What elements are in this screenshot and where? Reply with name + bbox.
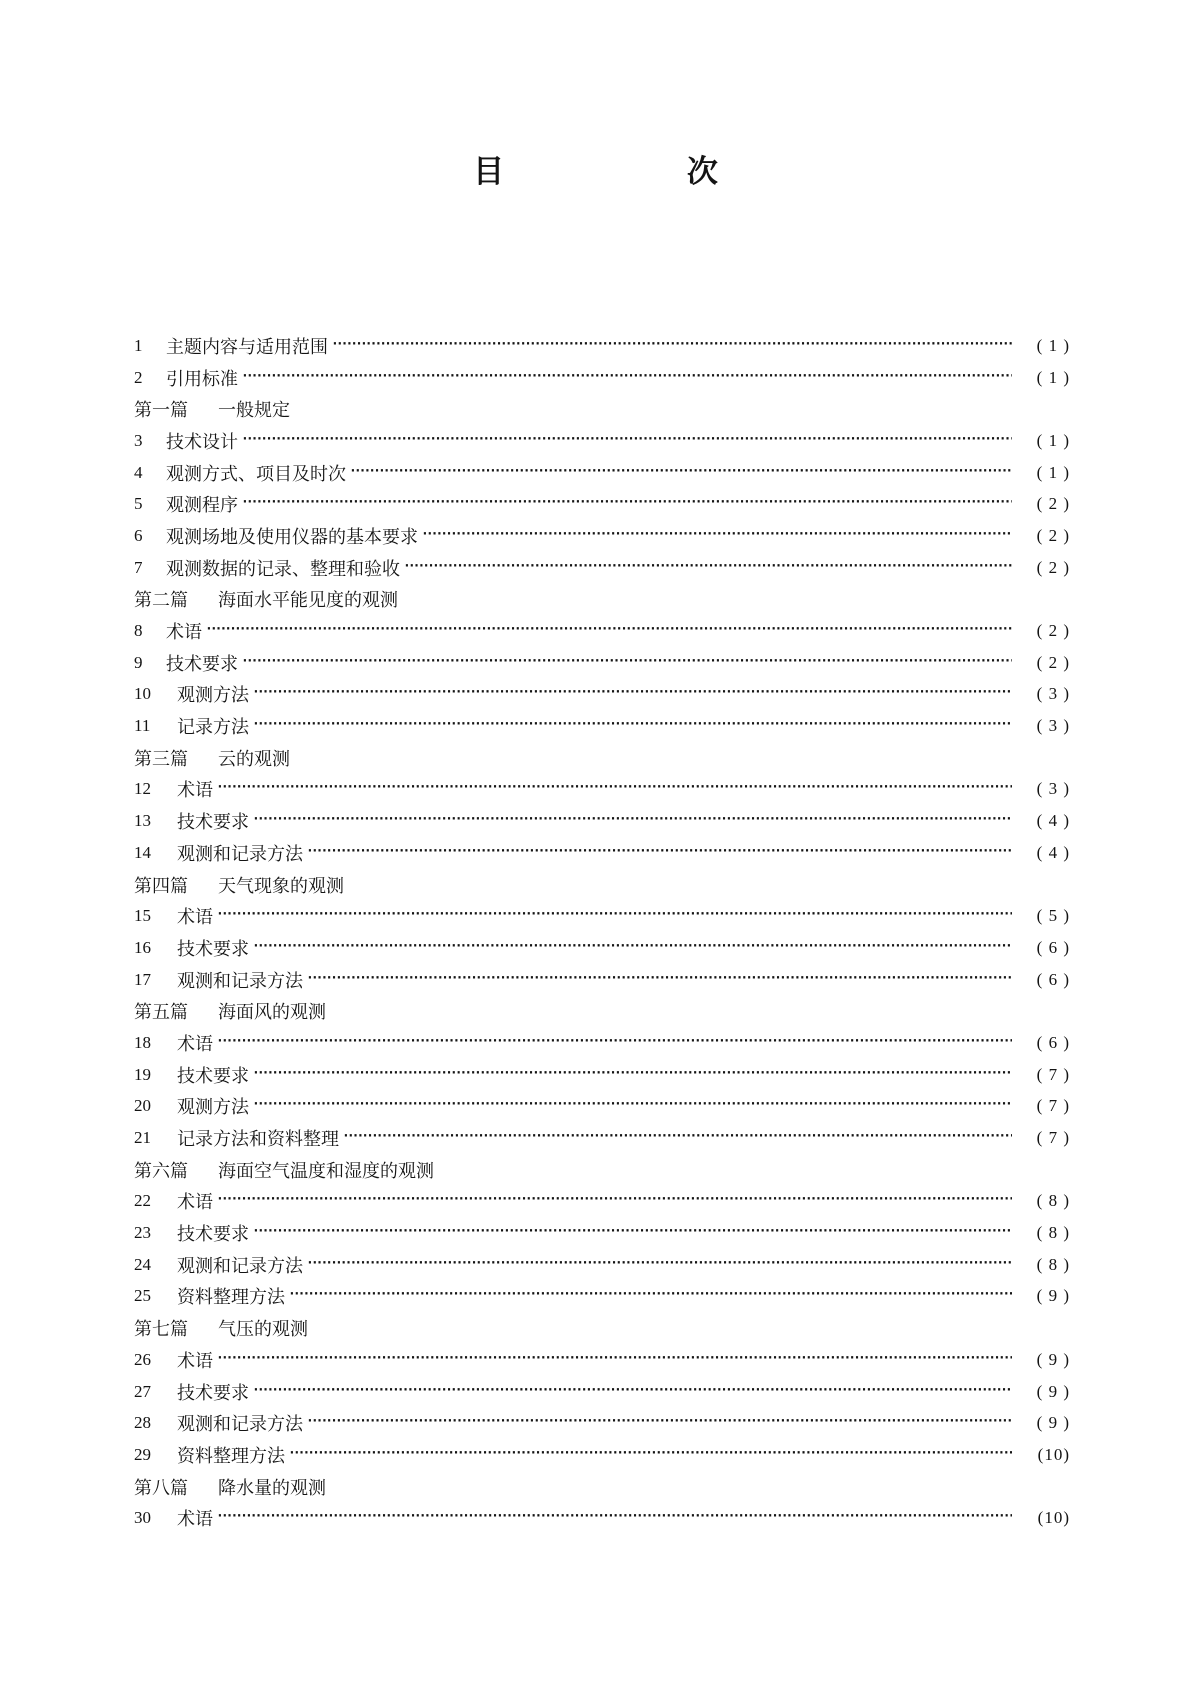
section-number: 23	[134, 1223, 151, 1243]
section-number: 2	[134, 367, 143, 387]
dot-leader	[216, 1032, 1012, 1052]
toc-entry	[134, 964, 1070, 996]
section-title: 观测数据的记录、整理和验收	[166, 558, 400, 580]
toc-part-heading	[134, 1154, 1070, 1186]
toc-entry	[134, 1439, 1070, 1471]
section-number: 15	[134, 906, 151, 926]
toc-entry	[134, 1281, 1070, 1313]
toc-entry	[134, 425, 1070, 457]
part-label: 第四篇	[134, 875, 188, 897]
toc-entry	[134, 774, 1070, 806]
part-label: 第五篇	[134, 1002, 188, 1024]
section-number: 22	[134, 1191, 151, 1211]
part-title: 海面空气温度和湿度的观测	[218, 1160, 434, 1182]
toc-entry	[134, 1344, 1070, 1376]
toc-part-heading	[134, 995, 1070, 1027]
section-title: 资料整理方法	[177, 1445, 285, 1467]
toc-entry	[134, 1376, 1070, 1408]
dot-leader	[216, 1507, 1012, 1527]
toc-entry	[134, 647, 1070, 679]
section-title: 观测和记录方法	[177, 1414, 303, 1436]
section-number: 4	[134, 462, 143, 482]
page-number: ( 6 )	[1036, 1032, 1070, 1052]
section-number: 20	[134, 1096, 151, 1116]
section-title: 技术要求	[166, 653, 238, 675]
section-title: 资料整理方法	[177, 1287, 285, 1309]
part-title: 降水量的观测	[218, 1477, 326, 1499]
section-number: 7	[134, 557, 143, 577]
page-number: ( 7 )	[1036, 1128, 1070, 1148]
toc-entry	[134, 710, 1070, 742]
toc-entry	[134, 1217, 1070, 1249]
toc-part-heading	[134, 742, 1070, 774]
part-title: 海面风的观测	[218, 1002, 326, 1024]
page-number: ( 3 )	[1036, 779, 1070, 799]
toc-entry	[134, 520, 1070, 552]
dot-leader	[241, 367, 1012, 387]
page-number: ( 1 )	[1036, 462, 1070, 482]
section-title: 术语	[177, 1509, 213, 1531]
section-number: 28	[134, 1413, 151, 1433]
page-number: ( 7 )	[1036, 1064, 1070, 1084]
section-title: 观测场地及使用仪器的基本要求	[166, 526, 418, 548]
toc-entry	[134, 679, 1070, 711]
section-title: 技术要求	[177, 938, 249, 960]
section-title: 技术要求	[177, 1224, 249, 1246]
section-number: 26	[134, 1349, 151, 1369]
section-title: 术语	[177, 1192, 213, 1214]
part-label: 第一篇	[134, 400, 188, 422]
section-number: 27	[134, 1381, 151, 1401]
toc-entry	[134, 552, 1070, 584]
section-number: 25	[134, 1286, 151, 1306]
page-number: ( 9 )	[1036, 1286, 1070, 1306]
toc-part-heading	[134, 869, 1070, 901]
part-title: 气压的观测	[218, 1319, 308, 1341]
toc-entry	[134, 1186, 1070, 1218]
dot-leader	[241, 430, 1012, 450]
toc-entry	[134, 488, 1070, 520]
section-number: 14	[134, 842, 151, 862]
part-title: 天气现象的观测	[218, 875, 344, 897]
page-number: ( 6 )	[1036, 937, 1070, 957]
section-title: 观测方法	[177, 1097, 249, 1119]
section-title: 引用标准	[166, 368, 238, 390]
toc-entry	[134, 1059, 1070, 1091]
dot-leader	[216, 905, 1012, 925]
page-number: ( 8 )	[1036, 1191, 1070, 1211]
part-label: 第三篇	[134, 748, 188, 770]
section-number: 6	[134, 525, 143, 545]
dot-leader	[421, 525, 1012, 545]
toc-entry	[134, 1502, 1070, 1534]
section-title: 术语	[166, 622, 202, 644]
toc-part-heading	[134, 1471, 1070, 1503]
page-title: 目 次	[473, 154, 804, 190]
dot-leader	[288, 1285, 1012, 1305]
dot-leader	[342, 1127, 1012, 1147]
part-title: 海面水平能见度的观测	[218, 590, 398, 612]
dot-leader	[306, 969, 1012, 989]
part-label: 第六篇	[134, 1160, 188, 1182]
toc-entry	[134, 1027, 1070, 1059]
dot-leader	[241, 652, 1012, 672]
section-title: 技术要求	[177, 812, 249, 834]
dot-leader	[403, 557, 1012, 577]
section-title: 技术要求	[177, 1382, 249, 1404]
dot-leader	[216, 1349, 1012, 1369]
dot-leader	[252, 715, 1012, 735]
section-number: 1	[134, 335, 143, 355]
dot-leader	[252, 683, 1012, 703]
section-number: 13	[134, 811, 151, 831]
toc-entry	[134, 932, 1070, 964]
dot-leader	[205, 620, 1012, 640]
part-title: 云的观测	[218, 748, 290, 770]
page-number: ( 2 )	[1036, 621, 1070, 641]
section-title: 术语	[177, 907, 213, 929]
page-number: ( 7 )	[1036, 1096, 1070, 1116]
section-number: 9	[134, 652, 143, 672]
section-number: 21	[134, 1128, 151, 1148]
dot-leader	[216, 778, 1012, 798]
section-number: 10	[134, 684, 151, 704]
section-title: 观测和记录方法	[177, 970, 303, 992]
page-number: ( 3 )	[1036, 684, 1070, 704]
page-number: ( 9 )	[1036, 1349, 1070, 1369]
dot-leader	[306, 1254, 1012, 1274]
dot-leader	[349, 462, 1012, 482]
section-title: 观测方式、项目及时次	[166, 463, 346, 485]
section-number: 11	[134, 716, 151, 736]
section-number: 16	[134, 937, 151, 957]
page-number: ( 1 )	[1036, 367, 1070, 387]
section-title: 术语	[177, 1350, 213, 1372]
section-title: 观测和记录方法	[177, 843, 303, 865]
section-title: 技术要求	[177, 1065, 249, 1087]
toc-entry	[134, 457, 1070, 489]
section-title: 技术设计	[166, 431, 238, 453]
page-number: ( 4 )	[1036, 811, 1070, 831]
dot-leader	[252, 1064, 1012, 1084]
section-title: 术语	[177, 780, 213, 802]
dot-leader	[252, 937, 1012, 957]
page-number: ( 2 )	[1036, 494, 1070, 514]
page-number: ( 6 )	[1036, 969, 1070, 989]
section-title: 观测方法	[177, 685, 249, 707]
dot-leader	[216, 1190, 1012, 1210]
dot-leader	[306, 1412, 1012, 1432]
toc-entry	[134, 615, 1070, 647]
part-label: 第八篇	[134, 1477, 188, 1499]
dot-leader	[252, 810, 1012, 830]
page-number: ( 8 )	[1036, 1254, 1070, 1274]
page-number: ( 2 )	[1036, 652, 1070, 672]
toc-entry	[134, 330, 1070, 362]
page-number: ( 1 )	[1036, 430, 1070, 450]
page-number: ( 1 )	[1036, 335, 1070, 355]
toc-entry	[134, 1407, 1070, 1439]
page-number: ( 2 )	[1036, 557, 1070, 577]
section-number: 29	[134, 1444, 151, 1464]
section-title: 主题内容与适用范围	[166, 336, 328, 358]
section-title: 记录方法和资料整理	[177, 1129, 339, 1151]
section-title: 观测程序	[166, 495, 238, 517]
toc-part-heading	[134, 393, 1070, 425]
page-number: (10)	[1037, 1508, 1070, 1528]
section-number: 19	[134, 1064, 151, 1084]
section-number: 24	[134, 1254, 151, 1274]
dot-leader	[252, 1095, 1012, 1115]
toc-part-heading	[134, 584, 1070, 616]
section-number: 5	[134, 494, 143, 514]
dot-leader	[241, 493, 1012, 513]
dot-leader	[306, 842, 1012, 862]
toc-entry	[134, 362, 1070, 394]
toc-entry	[134, 1091, 1070, 1123]
page-number: ( 8 )	[1036, 1223, 1070, 1243]
section-title: 观测和记录方法	[177, 1255, 303, 1277]
page-number: ( 4 )	[1036, 842, 1070, 862]
table-of-contents	[134, 330, 1070, 1534]
page-number: ( 9 )	[1036, 1413, 1070, 1433]
dot-leader	[288, 1444, 1012, 1464]
section-number: 8	[134, 621, 143, 641]
toc-entry	[134, 1122, 1070, 1154]
section-number: 18	[134, 1032, 151, 1052]
section-title: 记录方法	[177, 717, 249, 739]
dot-leader	[252, 1222, 1012, 1242]
toc-part-heading	[134, 1312, 1070, 1344]
page-number: ( 3 )	[1036, 716, 1070, 736]
dot-leader	[331, 335, 1012, 355]
section-title: 术语	[177, 1033, 213, 1055]
section-number: 3	[134, 430, 143, 450]
page-number: ( 5 )	[1036, 906, 1070, 926]
part-title: 一般规定	[218, 400, 290, 422]
part-label: 第七篇	[134, 1319, 188, 1341]
dot-leader	[252, 1381, 1012, 1401]
part-label: 第二篇	[134, 590, 188, 612]
page-number: ( 9 )	[1036, 1381, 1070, 1401]
section-number: 17	[134, 969, 151, 989]
toc-entry	[134, 805, 1070, 837]
page-number: (10)	[1037, 1444, 1070, 1464]
section-number: 12	[134, 779, 151, 799]
toc-entry	[134, 837, 1070, 869]
toc-entry	[134, 900, 1070, 932]
section-number: 30	[134, 1508, 151, 1528]
page-number: ( 2 )	[1036, 525, 1070, 545]
toc-entry	[134, 1249, 1070, 1281]
